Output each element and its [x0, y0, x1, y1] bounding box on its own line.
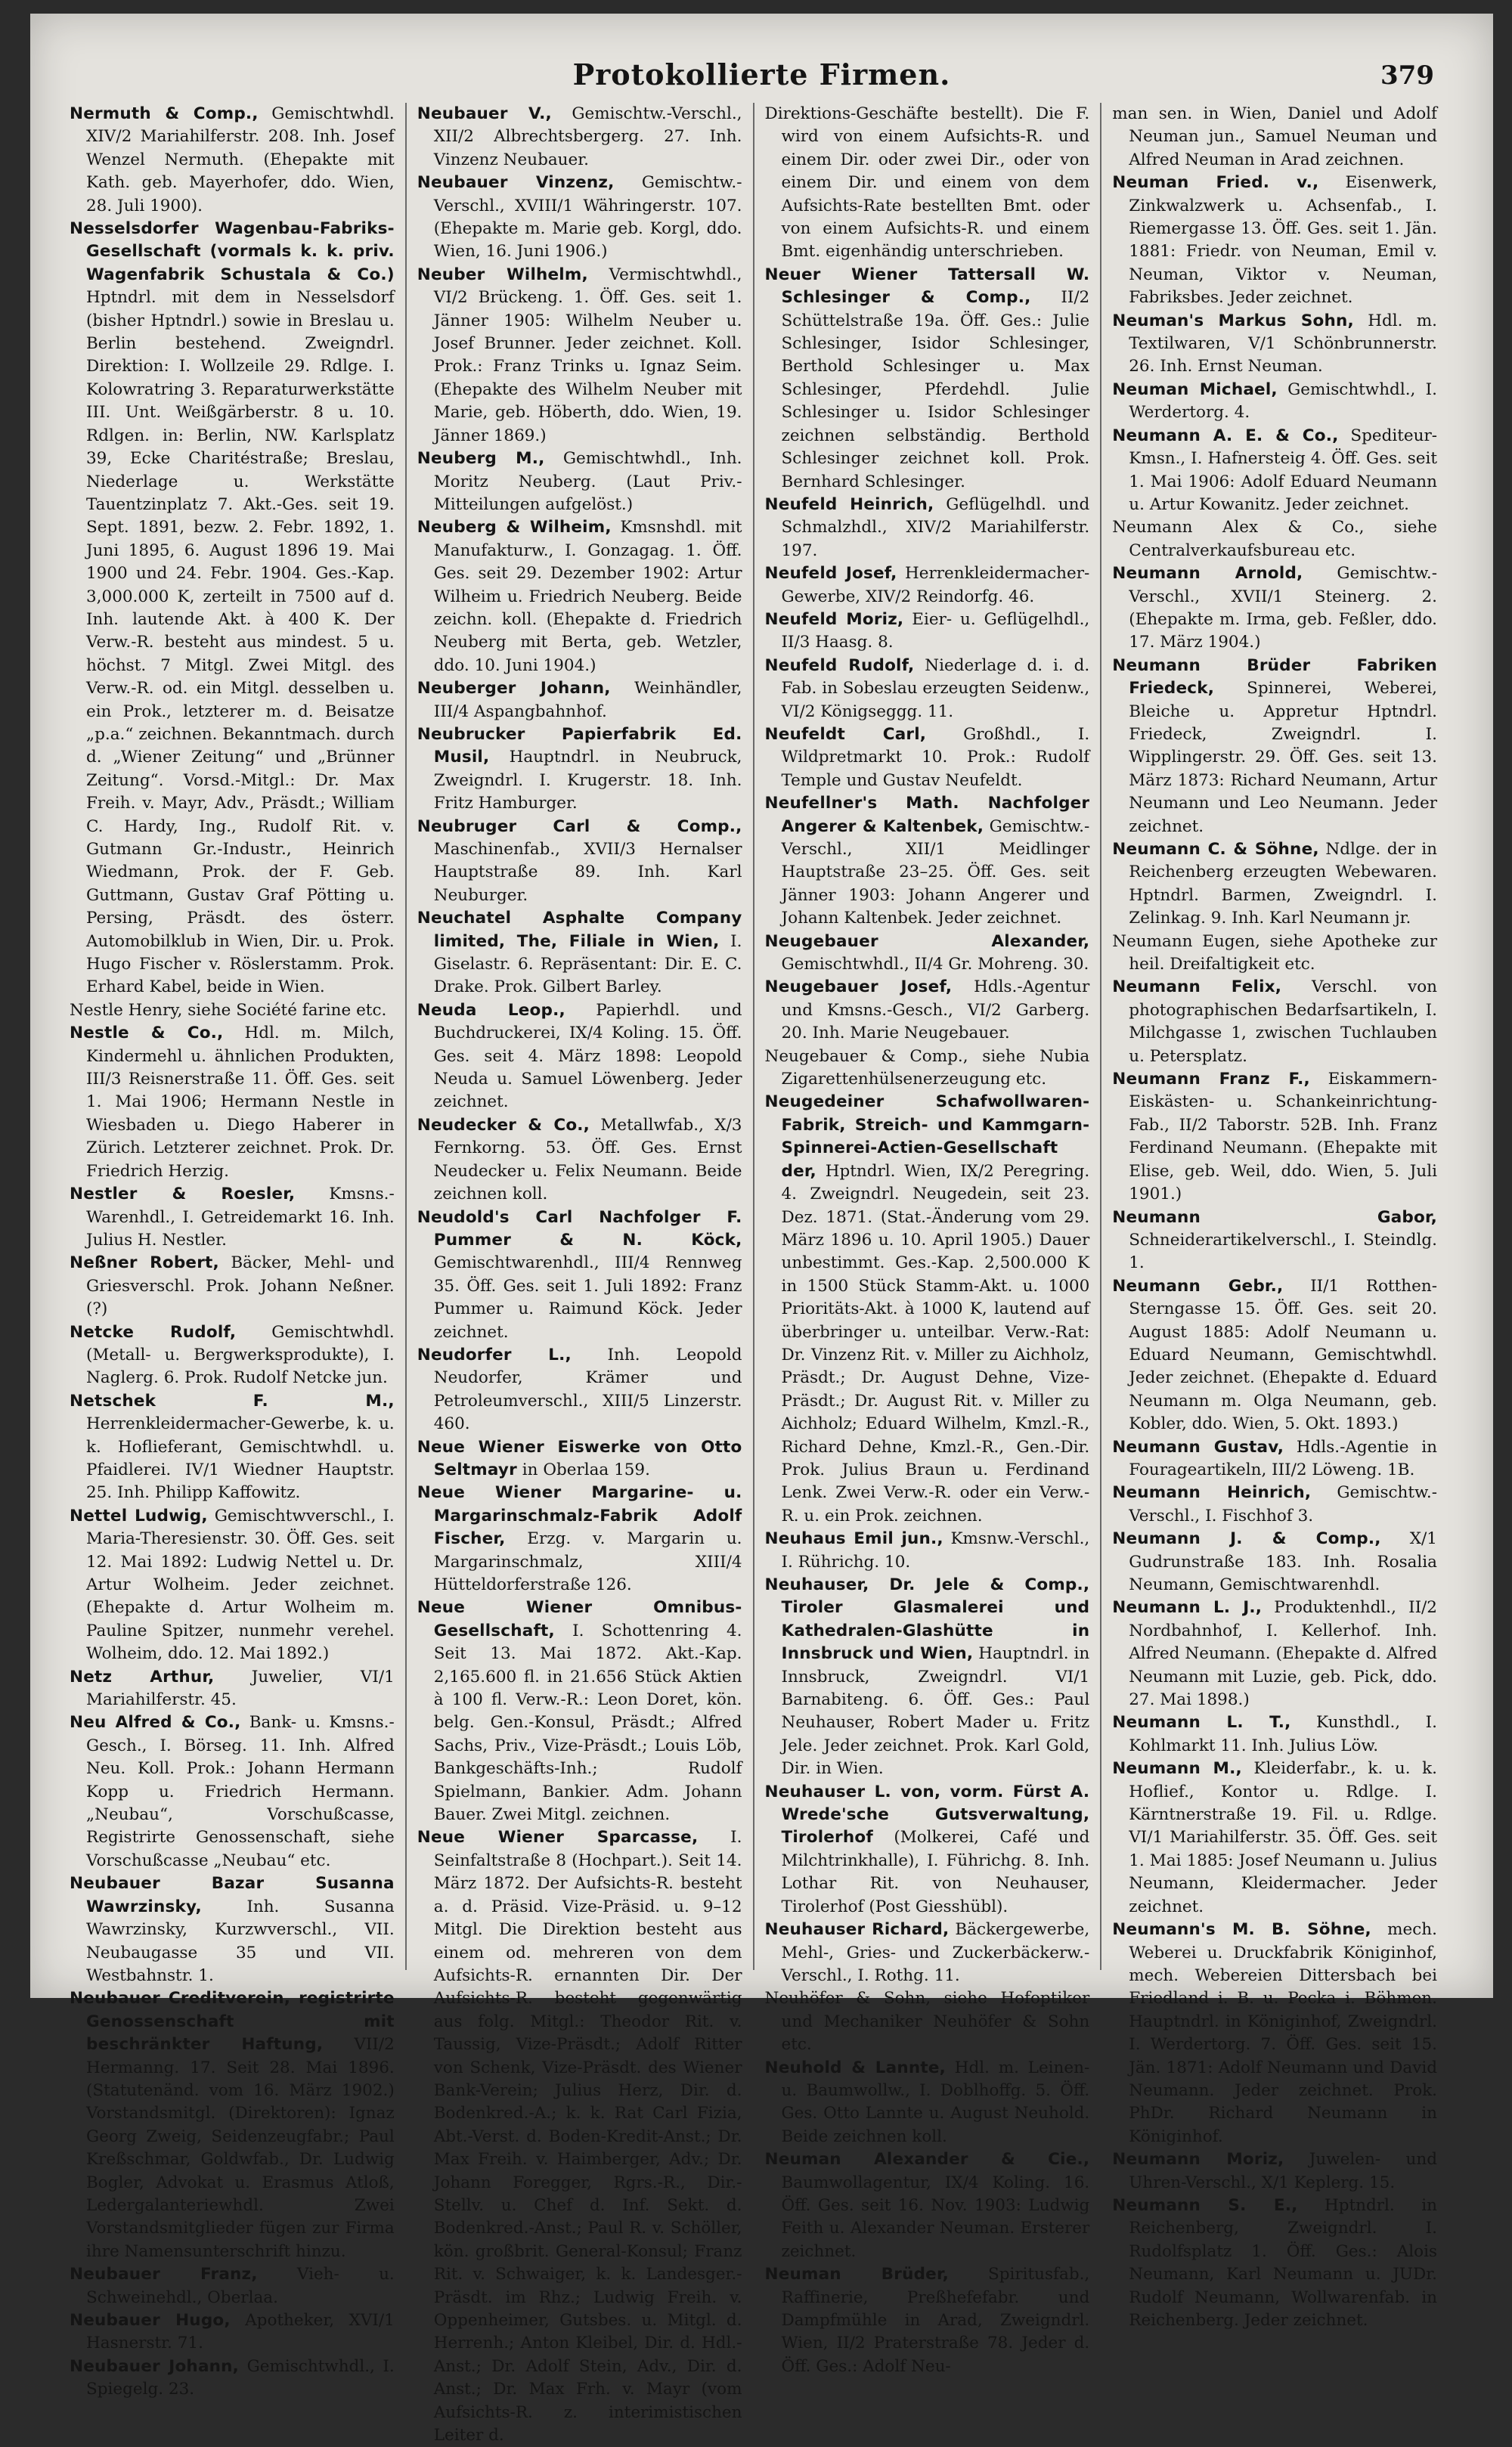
firm-details: Metallwfab., X/3 Fernkorng. 53. Öff. Ges. Ernst Neudecker u. Felix Neumann. Beide zeichnen koll.: [433, 1115, 742, 1204]
directory-entry: [417, 677, 742, 723]
firm-name: Neubruger Carl & Comp.,: [417, 816, 742, 836]
directory-entry: [1112, 1206, 1437, 1275]
firm-name: Nermuth & Comp.,: [70, 104, 259, 123]
directory-entry: [70, 1022, 395, 1183]
firm-name: Nesselsdorfer Wagenbau-Fabriks-Gesellschaft (vormals k. k. priv. Wagenfabrik Schustala & Co.): [70, 219, 395, 284]
directory-entry: [765, 1574, 1090, 1781]
firm-name: Neßner Robert,: [70, 1253, 219, 1273]
firm-details: Hdl. m. Textilwaren, V/1 Schönbrunnerstr. 26. Inh. Ernst Neuman.: [1129, 311, 1437, 376]
directory-entry: [70, 1252, 395, 1321]
firm-details: Gemischtw.-Verschl., XVIII/1 Währingerstr. 107. (Ehepakte m. Marie geb. Korgl, ddo. Wien, 16. Juni 1906.): [433, 173, 742, 262]
firm-details: Maschinenfab., XVII/3 Hernalser Hauptstraße 89. Inh. Karl Neuburger.: [433, 840, 742, 905]
firm-name: Neufeld Heinrich,: [764, 494, 934, 514]
firm-details: Vermischtwhdl., VI/2 Brückeng. 1. Öff. Ges. seit 1. Jänner 1905: Wilhelm Neuber u. Josef Brunner. Jeder zeichnet. Koll. Prok.: Franz Trinks u. Ignaz Seim. (Ehepakte des Wilhelm Neuber mit Marie, geb. Höberth, ddo. Wien, 19. Jänner 1869.): [433, 265, 742, 445]
directory-entry: [417, 1436, 742, 1482]
firm-details: Inh. Leopold Neudorfer, Krämer und Petroleumverschl., XIII/5 Linzerstr. 460.: [433, 1345, 742, 1434]
directory-entry: [765, 1919, 1090, 1987]
firm-name: Neuman Brüder,: [764, 2265, 949, 2284]
firm-details: Produktenhdl., II/2 Nordbahnhof, I. Kellerhof. Inh. Alfred Neumann. (Ehepakte d. Alfred Neumann mit Luzie, geb. Pick, ddo. 27. Mai 1898.): [1129, 1598, 1437, 1710]
firm-details: Geflügelhdl. und Schmalzhdl., XIV/2 Mariahilferstr. 197.: [781, 494, 1090, 560]
firm-name: Neuman's Markus Sohn,: [1112, 311, 1354, 330]
firm-name: Neuman Alexander & Cie.,: [764, 2150, 1090, 2170]
directory-entry: [765, 494, 1090, 562]
column-3: [754, 103, 1102, 2376]
firm-details: Gemischtwhdl., Inh. Moritz Neuberg. (Laut Priv.-Mitteilungen aufgelöst.): [433, 449, 742, 514]
firm-details: man sen. in Wien, Daniel und Adolf Neuman jun., Samuel Neuman und Alfred Neuman in Arad zeichnen.: [1112, 104, 1437, 169]
directory-entry: [1112, 516, 1437, 562]
firm-name: Neue Wiener Margarine- u. Margarinschmalz-Fabrik Adolf Fischer,: [417, 1483, 742, 1549]
firm-details: Neuhöfer & Sohn, siehe Hofoptiker und Mechaniker Neuhöfer & Sohn etc.: [764, 1989, 1090, 2055]
directory-entry: [70, 218, 395, 999]
firm-details: I. Seinfaltstraße 8 (Hochpart.). Seit 14. März 1872. Der Aufsichts-R. besteht a. d. Präsid. Vize-Präsid. u. 9–12 Mitgl. Die Direktion besteht aus einem od. mehreren von dem Aufsichts-R. ernannten Dir. Der Aufsichts-R. besteht gegenwärtig aus folg. Mitgl.: Theodor Rit. v. Taussig, Vize-Präsdt.; Adolf Ritter von Schenk, Vize-Präsdt. des Wiener Bank-Verein; Julius Herz, Dir. d. Bodenkred.-A.; k. k. Rat Carl Fizia, Abt.-Verst. d. Boden-Kredit-Anst.; Dr. Max Freih. v. Haimberger, Adv.; Dr. Johann Foregger, Rgrs.-R., Dir.-Stellv. u. Chef d. Inf. Sekt. d. Bodenkred.-Anst.; Paul R. v. Schöller, kön. großbrit. General-Konsul; Franz Rit. v. Schwaiger, k. k. Landesger.-Präsdt. im Rhz.; Ludwig Freih. v. Oppenheimer, Gutsbes. u. Mitgl. d. Herrenh.; Anton Kleibel, Dir. d. Hdl.-Anst.; Dr. Adolf Stein, Adv., Dir. d. Anst.; Dr. Max Frh. v. Mayr (vom Aufsichts-R. z. interimistischen Leiter d.: [433, 1828, 742, 2445]
firm-name: Neumann L. T.,: [1112, 1713, 1291, 1733]
directory-entry: [1112, 1758, 1437, 1919]
firm-name: Neumann Moriz,: [1112, 2150, 1284, 2170]
directory-entry: [70, 103, 395, 218]
firm-details: Niederlage d. i. d. Fab. in Sobeslau erzeugten Seidenw., VI/2 Königseggg. 11.: [781, 655, 1090, 721]
firm-name: Neufellner's Math. Nachfolger Angerer & Kaltenbek,: [764, 794, 1090, 836]
firm-name: Neudorfer L.,: [417, 1345, 572, 1364]
directory-entry: [1112, 562, 1437, 655]
directory-entry: [765, 1091, 1090, 1528]
firm-details: Kmsnw.-Verschl., I. Rührichg. 10.: [781, 1529, 1090, 1572]
directory-entry: [765, 1781, 1090, 1919]
directory-entry: [70, 1321, 395, 1390]
firm-name: Nestle & Co.,: [70, 1024, 224, 1043]
directory-entry: [1112, 1436, 1437, 1482]
firm-details: I. Giselastr. 6. Repräsentant: Dir. E. C. Drake. Prok. Gilbert Barley.: [433, 931, 742, 997]
firm-name: Neumann M.,: [1112, 1759, 1242, 1779]
firm-name: Neufeld Moriz,: [764, 609, 904, 629]
firm-name: Neumann A. E. & Co.,: [1112, 426, 1339, 445]
firm-details: Juwelen- und Uhren-Verschl., X/1 Keplerg. 15.: [1129, 2150, 1437, 2192]
directory-entry: [70, 1987, 395, 2263]
directory-entry: [765, 609, 1090, 655]
directory-entry: [417, 723, 742, 816]
firm-name: Neue Wiener Eiswerke von Otto Seltmayr: [417, 1437, 742, 1479]
directory-entry: [70, 1666, 395, 1712]
directory-entry: [70, 1183, 395, 1252]
firm-name: Neuman Fried. v.,: [1112, 173, 1319, 193]
firm-details: Großhdl., I. Wildpretmarkt 10. Prok.: Rudolf Temple und Gustav Neufeldt.: [781, 724, 1090, 790]
firm-name: Neubauer V.,: [417, 104, 552, 123]
directory-entry: [417, 907, 742, 999]
directory-entry: [1112, 2148, 1437, 2195]
firm-details: Bäcker, Mehl- und Griesverschl. Prok. Johann Neßner. (?): [86, 1253, 395, 1319]
firm-name: Neubauer Hugo,: [70, 2311, 231, 2330]
firm-name: Neugebauer Alexander,: [764, 931, 1090, 951]
directory-entry: [417, 1344, 742, 1436]
directory-entry: [765, 1528, 1090, 1574]
firm-name: Neuberg M.,: [417, 449, 545, 469]
firm-name: Neu Alfred & Co.,: [70, 1713, 241, 1733]
firm-details: Gemischtwarenhdl., III/4 Rennweg 35. Öff. Ges. seit 1. Juli 1892: Franz Pummer u. Raimund Köck. Jeder zeichnet.: [433, 1253, 742, 1342]
firm-name: Neuchatel Asphalte Company limited, The, Filiale in Wien,: [417, 909, 742, 951]
firm-name: Neumann J. & Comp.,: [1112, 1529, 1381, 1549]
firm-name: Neumann Felix,: [1112, 977, 1282, 997]
firm-name: Neuhauser, Dr. Jele & Comp., Tiroler Glasmalerei und Kathedralen-Glashütte in Innsbruck und Wien,: [764, 1575, 1090, 1664]
firm-details: Hauptndrl. in Neubruck, Zweigndrl. I. Krugerstr. 18. Inh. Fritz Hamburger.: [433, 748, 742, 813]
firm-name: Neumann Arnold,: [1112, 564, 1303, 584]
directory-entry: [417, 1482, 742, 1597]
firm-name: Netcke Rudolf,: [70, 1322, 237, 1342]
firm-details: Ndlge. der in Reichenberg erzeugten Webewaren. Hptndrl. Barmen, Zweigndrl. I. Zelinkag. 9. Inh. Karl Neumann jr.: [1129, 840, 1437, 928]
firm-name: Neumann L. J.,: [1112, 1598, 1263, 1618]
directory-entry: [70, 2309, 395, 2356]
firm-name: Neumann Gustav,: [1112, 1437, 1284, 1457]
firm-name: Neubauer Vinzenz,: [417, 173, 615, 193]
page-number: 379: [1380, 60, 1434, 91]
firm-name: Neufeldt Carl,: [764, 724, 927, 744]
directory-entry: [765, 723, 1090, 792]
firm-name: Neumann S. E.,: [1112, 2195, 1298, 2215]
firm-name: Neuberg & Wilheim,: [417, 518, 612, 537]
directory-entry: [417, 1826, 742, 2447]
firm-details: Eier- u. Geflügelhdl., II/3 Haasg. 8.: [781, 609, 1090, 652]
directory-entry: [1112, 310, 1437, 379]
firm-details: Hptndrl. Wien, IX/2 Peregring. 4. Zweigndrl. Neugedein, seit 23. Dez. 1871. (Stat.-Änderung vom 29. März 1896 u. 10. April 1905.) Dauer unbestimmt. Ges.-Kap. 2,500.000 K in 1500 Stück Stamm-Akt. u. 1000 Prioritäts-Akt. à 1000 K, lautend auf überbringer u. unteilbar. Verw.-Rat: Dr. Vinzenz Rit. v. Miller zu Aichholz, Präsdt.; Dr. August Dehne, Vize-Präsdt.; Dr. August Rit. v. Miller zu Aichholz; Eduard Wilhelm, Kmzl.-R., Richard Dehne, Kmzl.-R., Gen.-Dir. Prok. Julius Braun u. Ferdinand Lenk. Zwei Verw.-R. oder ein Verw.-R. u. ein Prok. zeichnen.: [781, 1161, 1090, 1526]
firm-details: Gemischtwverschl., I. Maria-Theresienstr. 30. Öff. Ges. seit 12. Mai 1892: Ludwig Nettel u. Dr. Artur Wolheim. Jeder zeichnet. (Ehepakte d. Artur Wolheim m. Pauline Spitzer, nunmehr verehel. Wolheim, ddo. 12. Mai 1892.): [86, 1506, 395, 1664]
directory-entry: [1112, 1482, 1437, 1528]
firm-name: Neufeld Josef,: [764, 564, 897, 584]
firm-details: Bäckergewerbe, Mehl-, Gries- und Zuckerbäckerw.-Verschl., I. Rothg. 11.: [781, 1920, 1090, 1985]
firm-name: Neubrucker Papierfabrik Ed. Musil,: [417, 724, 742, 767]
directory-entry: [417, 1597, 742, 1826]
directory-entry: [417, 816, 742, 908]
firm-details: Erzg. v. Margarin u. Margarinschmalz, XIII/4 Hütteldorferstraße 126.: [433, 1529, 742, 1594]
directory-entry: [417, 103, 742, 172]
directory-entry: [765, 264, 1090, 494]
firm-name: Neudecker & Co.,: [417, 1115, 590, 1135]
firm-details: Hdls.-Agentie in Fourageartikeln, III/2 Löweng. 1B.: [1129, 1437, 1437, 1479]
firm-details: Spinnerei, Weberei, Bleiche u. Appretur Hptndrl. Friedeck, Zweigndrl. I. Wipplingerstr. 29. Öff. Ges. seit 13. März 1873: Richard Neumann, Artur Neumann und Leo Neumann. Jeder zeichnet.: [1129, 679, 1437, 836]
firm-details: (Molkerei, Café und Milchtrinkhalle), I. Führichg. 8. Inh. Lothar Rit. von Neuhauser, Tirolerhof (Post Giesshübl).: [781, 1828, 1090, 1916]
firm-details: Kleiderfabr., k. u. k. Hoflief., Kontor u. Rdlge. I. Kärntnerstraße 19. Fil. u. Rdlge. VI/1 Mariahilferstr. 35. Öff. Ges. seit 1. Mai 1885: Josef Neumann u. Julius Neumann, Kleidermacher. Jeder zeichnet.: [1129, 1759, 1437, 1916]
firm-details: Neumann Alex & Co., siehe Centralverkaufsbureau etc.: [1112, 518, 1437, 560]
firm-details: Eiskammern-Eiskästen- u. Schankeinrichtung-Fab., II/2 Taborstr. 52B. Inh. Franz Ferdinand Neumann. (Ehepakte mit Elise, geb. Weil, ddo. Wien, 5. Juli 1901.): [1129, 1070, 1437, 1204]
firm-name: Neumann's M. B. Söhne,: [1112, 1920, 1371, 1940]
directory-entry: [70, 1390, 395, 1505]
firm-details: Schneiderartikelverschl., I. Steindlg. 1.: [1129, 1230, 1437, 1273]
firm-details: Weinhändler, III/4 Aspangbahnhof.: [433, 679, 742, 721]
firm-details: Inh. Susanna Wawrzinsky, Kurzwverschl., VII. Neubaugasse 35 und VII. Westbahnstr. 1.: [86, 1897, 395, 1985]
directory-entry: [765, 2148, 1090, 2263]
directory-entry: [417, 516, 742, 677]
firm-name: Neuda Leop.,: [417, 1000, 565, 1020]
firm-name: Neubauer Franz,: [70, 2265, 258, 2284]
directory-entry: [1112, 1711, 1437, 1758]
directory-entry: [417, 264, 742, 448]
directory-entry: [765, 103, 1090, 264]
firm-details: Nestle Henry, siehe Société farine etc.: [70, 1000, 387, 1020]
directory-entry: [765, 1045, 1090, 1092]
firm-details: Neumann Eugen, siehe Apotheke zur heil. Dreifaltigkeit etc.: [1112, 931, 1437, 974]
firm-name: Neue Wiener Omnibus-Gesellschaft,: [417, 1598, 742, 1640]
firm-details: Hdl. m. Leinen- u. Baumwollw., I. Doblhoffg. 5. Öff. Ges. Otto Lannte u. August Neuhold. Beide zeichnen koll.: [781, 2058, 1090, 2146]
directory-entry: [765, 2057, 1090, 2149]
directory-entry: [1112, 1068, 1437, 1206]
firm-details: Gemischtw.-Verschl., XII/1 Meidlinger Hauptstraße 23–25. Öff. Ges. seit Jänner 1903: Johann Angerer und Johann Kaltenbek. Jeder zeichnet.: [781, 816, 1090, 928]
firm-name: Neuhauser Richard,: [764, 1920, 950, 1940]
directory-entry: [1112, 1919, 1437, 2148]
firm-name: Netschek F. M.,: [70, 1391, 395, 1411]
directory-entry: [417, 1114, 742, 1206]
firm-details: Hauptndrl. in Innsbruck, Zweigndrl. VI/1 Barnabiteng. 6. Öff. Ges.: Paul Neuhauser, Robert Mader u. Fritz Jele. Jeder zeichnet. Prok. Karl Gold, Dir. in Wien.: [781, 1644, 1090, 1779]
firm-details: Papierhdl. und Buchdruckerei, IX/4 Koling. 15. Öff. Ges. seit 4. März 1898: Leopold Neuda u. Samuel Löwenberg. Jeder zeichnet.: [433, 1000, 742, 1112]
directory-entry: [765, 1987, 1090, 2056]
firm-name: Neuhold & Lannte,: [764, 2058, 946, 2077]
directory-entry: [70, 1505, 395, 1666]
firm-name: Neubauer Bazar Susanna Wawrzinsky,: [70, 1874, 395, 1916]
firm-details: Herrenkleidermacher-Gewerbe, k. u. k. Hoflieferant, Gemischtwhdl. u. Pfaidlerei. IV/1 Wiedner Hauptstr. 25. Inh. Philipp Kaffowitz.: [86, 1414, 395, 1503]
firm-name: Neuhaus Emil jun.,: [764, 1529, 943, 1549]
firm-details: Vieh- u. Schweinehdl., Oberlaa.: [86, 2265, 395, 2307]
firm-details: Hdls.-Agentur und Kmsns.-Gesch., VI/2 Garberg. 20. Inh. Marie Neugebauer.: [781, 977, 1090, 1043]
firm-details: Bank- u. Kmsns.-Gesch., I. Börseg. 11. Inh. Alfred Neu. Koll. Prok.: Johann Hermann Kopp u. Friedrich Hermann. „Neubau“, Vorschußcasse, Registrirte Genossenschaft, siehe Vorschußcasse „Neubau“ etc.: [86, 1713, 395, 1870]
firm-details: Gemischtwhdl. (Metall- u. Bergwerksprodukte), I. Naglerg. 6. Prok. Rudolf Netcke jun.: [86, 1322, 395, 1388]
firm-name: Neue Wiener Sparcasse,: [417, 1828, 699, 1848]
firm-details: Apotheker, XVI/1 Hasnerstr. 71.: [86, 2311, 395, 2353]
directory-entry: [765, 655, 1090, 723]
document-page: [30, 14, 1493, 2445]
directory-entry: [1112, 425, 1437, 517]
directory-columns: [59, 103, 1448, 2445]
page-header: [30, 51, 1493, 104]
directory-entry: [1112, 379, 1437, 425]
firm-details: Kmsns.-Warenhdl., I. Getreidemarkt 16. Inh. Julius H. Nestler.: [86, 1185, 395, 1250]
directory-entry: [417, 1206, 742, 1344]
firm-details: X/1 Gudrunstraße 183. Inh. Rosalia Neumann, Gemischtwarenhdl.: [1129, 1529, 1437, 1594]
firm-name: Neumann Heinrich,: [1112, 1483, 1312, 1503]
directory-entry: [1112, 1275, 1437, 1436]
firm-name: Neuber Wilhelm,: [417, 265, 588, 284]
firm-details: Hptndrl. in Reichenberg, Zweigndrl. I. Rudolfsplatz 1. Öff. Ges.: Alois Neumann, Karl Neumann u. JUDr. Rudolf Neumann, Wollwarenfab. in Reichenberg. Jeder zeichnet.: [1129, 2195, 1437, 2330]
firm-name: Neumann Gabor,: [1112, 1207, 1437, 1227]
firm-details: Gemischtw.-Verschl., XII/2 Albrechtsbergerg. 27. Inh. Vinzenz Neubauer.: [433, 104, 742, 169]
firm-name: Neubauer Johann,: [70, 2356, 240, 2376]
directory-entry: [1112, 172, 1437, 309]
directory-entry: [70, 2356, 395, 2402]
firm-name: Neumann Franz F.,: [1112, 1070, 1310, 1089]
firm-name: Neumann Gebr.,: [1112, 1276, 1284, 1296]
firm-details: Baumwollagentur, IX/4 Koling. 16. Öff. Ges. seit 16. Nov. 1903: Ludwig Feith u. Alexander Neuman. Ersterer zeichnet.: [781, 2173, 1090, 2261]
firm-name: Nestler & Roesler,: [70, 1185, 296, 1204]
directory-entry: [70, 1711, 395, 1872]
firm-details: Gemischtwhdl., I. Spiegelg. 23.: [86, 2356, 395, 2399]
firm-name: Neumann C. & Söhne,: [1112, 840, 1319, 859]
directory-entry: [765, 792, 1090, 930]
firm-details: Gemischtw.-Verschl., XVII/1 Steinerg. 2. (Ehepakte m. Irma, geb. Feßler, ddo. 17. März 1904.): [1129, 564, 1437, 652]
firm-details: Gemischtw.-Verschl., I. Fischhof 3.: [1129, 1483, 1437, 1526]
firm-details: II/1 Rotthen-Sterngasse 15. Öff. Ges. seit 20. August 1885: Adolf Neumann u. Eduard Neumann, Gemischtwhdl. Jeder zeichnet. (Ehepakte d. Eduard Neumann m. Olga Neumann, geb. Kobler, ddo. Wien, 5. Okt. 1893.): [1129, 1276, 1437, 1434]
firm-name: Neugebauer Josef,: [764, 977, 953, 997]
firm-name: Neumann Brüder Fabriken Friedeck,: [1112, 655, 1437, 698]
firm-details: Direktions-Geschäfte bestellt). Die F. wird von einem Aufsichts-R. und einem Dir. oder zwei Dir., oder von einem Dir. und einem von dem Aufsichts-Rate bestellten Bmt. oder von einem Aufsichts-R. und einem Bmt. eigenhändig unterschrieben.: [764, 104, 1090, 262]
directory-entry: [1112, 2195, 1437, 2332]
firm-name: Neufeld Rudolf,: [764, 655, 915, 675]
firm-name: Nettel Ludwig,: [70, 1506, 208, 1526]
column-2: [407, 103, 754, 2445]
directory-entry: [1112, 1528, 1437, 1597]
directory-entry: [765, 2263, 1090, 2378]
directory-entry: [1112, 976, 1437, 1068]
directory-entry: [1112, 931, 1437, 977]
directory-entry: [70, 999, 395, 1022]
firm-details: Spiritusfab., Raffinerie, Preßhefefabr. und Dampfmühle in Arad, Zweigndrl. Wien, II/2 Praterstraße 78. Jeder d. Öff. Ges.: Adolf Neu-: [781, 2265, 1090, 2376]
running-title: Protokollierte Firmen.: [572, 57, 951, 91]
firm-name: Neugedeiner Schafwollwaren-Fabrik, Streich- und Kammgarn-Spinnerei-Actien-Gesellschaft der,: [764, 1092, 1090, 1181]
directory-entry: [765, 976, 1090, 1045]
firm-details: Gemischtwhdl., I. Werdertorg. 4.: [1129, 379, 1437, 423]
firm-details: Gemischtwhdl., II/4 Gr. Mohreng. 30.: [781, 955, 1089, 974]
directory-entry: [765, 931, 1090, 977]
firm-details: Eisenwerk, Zinkwalzwerk u. Achsenfab., I. Riemergasse 13. Öff. Ges. seit 1. Jän. 1881: Friedr. von Neuman, Emil v. Neuman, Viktor v. Neuman, Fabriksbes. Jeder zeichnet.: [1129, 173, 1437, 308]
firm-name: Neuhauser L. von, vorm. Fürst A. Wrede'sche Gutsverwaltung, Tirolerhof: [764, 1782, 1090, 1848]
firm-details: Hptndrl. mit dem in Nesselsdorf (bisher Hptndrl.) sowie in Breslau u. Berlin bestehend. Zweigndrl. Direktion: I. Wollzeile 29. Rdlge. I. Kolowratring 3. Reparaturwerkstätte III. Unt. Weißgärberstr. 8 u. 10. Rdlgen. in: Berlin, NW. Karlsplatz 39, Ecke Charitéstraße; Breslau, Niederlage u. Werkstätte Tauentzinplatz 7. Akt.-Ges. seit 19. Sept. 1891, bezw. 2. Febr. 1892, 1. Juni 1895, 6. August 1896 19. Mai 1900 und 24. Febr. 1904. Ges.-Kap. 3,000.000 K, zerteilt in 7500 auf d. Inh. lautende Akt. à 400 K. Der Verw.-R. besteht aus mindest. 5 u. höchst. 7 Mitgl. Zwei Mitgl. des Verw.-R. od. ein Mitgl. desselben u. ein Prok., letzterer m. d. Beisatze „p.a.“ zeichnen. Bekanntmach. durch d. „Wiener Zeitung“ und „Brünner Zeitung“. Vorsd.-Mitgl.: Dr. Max Freih. v. Mayr, Adv., Präsdt.; William C. Hardy, Ing., Rudolf Rit. v. Gutmann Gr.-Industr., Heinrich Wiedmann, Prok. der F. Geb. Guttmann, Gustav Graf Pötting u. Persing, Präsdt. des österr. Automobilklub in Wien, Dir. u. Prok. Hugo Fischer v. Röslerstamm. Prok. Erhard Kabel, beide in Wien.: [86, 288, 395, 997]
firm-details: in Oberlaa 159.: [522, 1460, 650, 1479]
column-4: [1101, 103, 1448, 2330]
directory-entry: [1112, 1597, 1437, 1711]
firm-details: Juwelier, VI/1 Mariahilferstr. 45.: [86, 1667, 395, 1710]
directory-entry: [765, 562, 1090, 609]
firm-details: II/2 Schüttelstraße 19a. Öff. Ges.: Julie Schlesinger, Isidor Schlesinger, Berthold Schlesinger u. Max Schlesinger, Pferdehdl. Julie Schlesinger u. Isidor Schlesinger zeichnen selbständig. Berthold Schlesinger zeichnet koll. Prok. Bernhard Schlesinger.: [781, 288, 1090, 491]
directory-entry: [1112, 838, 1437, 931]
directory-entry: [417, 999, 742, 1114]
firm-name: Netz Arthur,: [70, 1667, 215, 1687]
directory-entry: [1112, 655, 1437, 838]
firm-details: Spediteur-Kmsn., I. Hafnersteig 4. Öff. Ges. seit 1. Mai 1906: Adolf Eduard Neumann u. Artur Kowanitz. Jeder zeichnet.: [1129, 426, 1437, 514]
firm-details: mech. Weberei u. Druckfabrik Königinhof, mech. Webereien Dittersbach bei Friedland i. B. u. Pecka i. Böhmen. Hauptndrl. in Königinhof, Zweigndrl. I. Werdertorg. 7. Öff. Ges. seit 15. Jän. 1871: Adolf Neumann und David Neumann. Jeder zeichnet. Prok. PhDr. Richard Neumann in Königinhof.: [1129, 1920, 1437, 2146]
firm-details: VII/2 Hermanng. 17. Seit 28. Mai 1896. (Statutenänd. vom 16. März 1902.) Vorstandsmitgl. (Direktoren): Ignaz Georg Zweig, Seidenzeugfabr.; Paul Kreßschmar, Goldwfab., Dr. Ludwig Bogler, Advokat u. Erasmus Atloß, Ledergalanteriewhdl. Zwei Vorstandsmitglieder fügen zur Firma ihre Namensunterschrift hinzu.: [86, 2035, 395, 2261]
firm-details: Kunsthdl., I. Kohlmarkt 11. Inh. Julius Löw.: [1129, 1713, 1437, 1755]
directory-entry: [70, 2263, 395, 2309]
firm-details: Hdl. m. Milch, Kindermehl u. ähnlichen Produkten, III/3 Reisnerstraße 11. Öff. Ges. seit 1. Mai 1906; Hermann Nestle in Wiesbaden u. Diego Haberer in Zürich. Letzterer zeichnet. Prok. Dr. Friedrich Herzig.: [86, 1024, 395, 1181]
firm-details: Neugebauer & Comp., siehe Nubia Zigarettenhülsenerzeugung etc.: [764, 1046, 1090, 1089]
firm-details: Kmsnshdl. mit Manufakturw., I. Gonzagag. 1. Öff. Ges. seit 29. Dezember 1902: Artur Wilheim u. Friedrich Neuberg. Beide zeichn. koll. (Ehepakte d. Friedrich Neuberg mit Berta, geb. Wetzler, ddo. 10. Juni 1904.): [433, 518, 742, 675]
directory-entry: [417, 172, 742, 264]
firm-name: Neudold's Carl Nachfolger F. Pummer & N. Köck,: [417, 1207, 742, 1250]
firm-name: Neuberger Johann,: [417, 679, 611, 698]
directory-entry: [1112, 103, 1437, 172]
firm-details: Herrenkleidermacher-Gewerbe, XIV/2 Reindorfg. 46.: [781, 564, 1090, 606]
firm-details: Verschl. von photographischen Bedarfsartikeln, I. Milchgasse 1, zwischen Tuchlauben u. Petersplatz.: [1129, 977, 1437, 1066]
firm-details: I. Schottenring 4. Seit 13. Mai 1872. Akt.-Kap. 2,165.600 fl. in 21.656 Stück Aktien à 100 fl. Verw.-R.: Leon Doret, kön. belg. Gen.-Konsul, Präsdt.; Alfred Sachs, Priv., Vize-Präsdt.; Louis Löb, Bankgeschäfts-Inh.; Rudolf Spielmann, Bankier. Adm. Johann Bauer. Zwei Mitgl. zeichnen.: [433, 1621, 742, 1825]
firm-name: Neuman Michael,: [1112, 379, 1278, 399]
firm-name: Neubauer Creditverein, registrirte Genossenschaft mit beschränkter Haftung,: [70, 1989, 395, 2055]
firm-details: Gemischtwhdl. XIV/2 Mariahilferstr. 208. Inh. Josef Wenzel Nermuth. (Ehepakte mit Kath. geb. Mayerhofer, ddo. Wien, 28. Juli 1900).: [86, 104, 395, 215]
directory-entry: [70, 1872, 395, 1987]
column-1: [59, 103, 407, 2399]
directory-entry: [417, 448, 742, 516]
firm-name: Neuer Wiener Tattersall W. Schlesinger & Comp.,: [764, 265, 1090, 308]
